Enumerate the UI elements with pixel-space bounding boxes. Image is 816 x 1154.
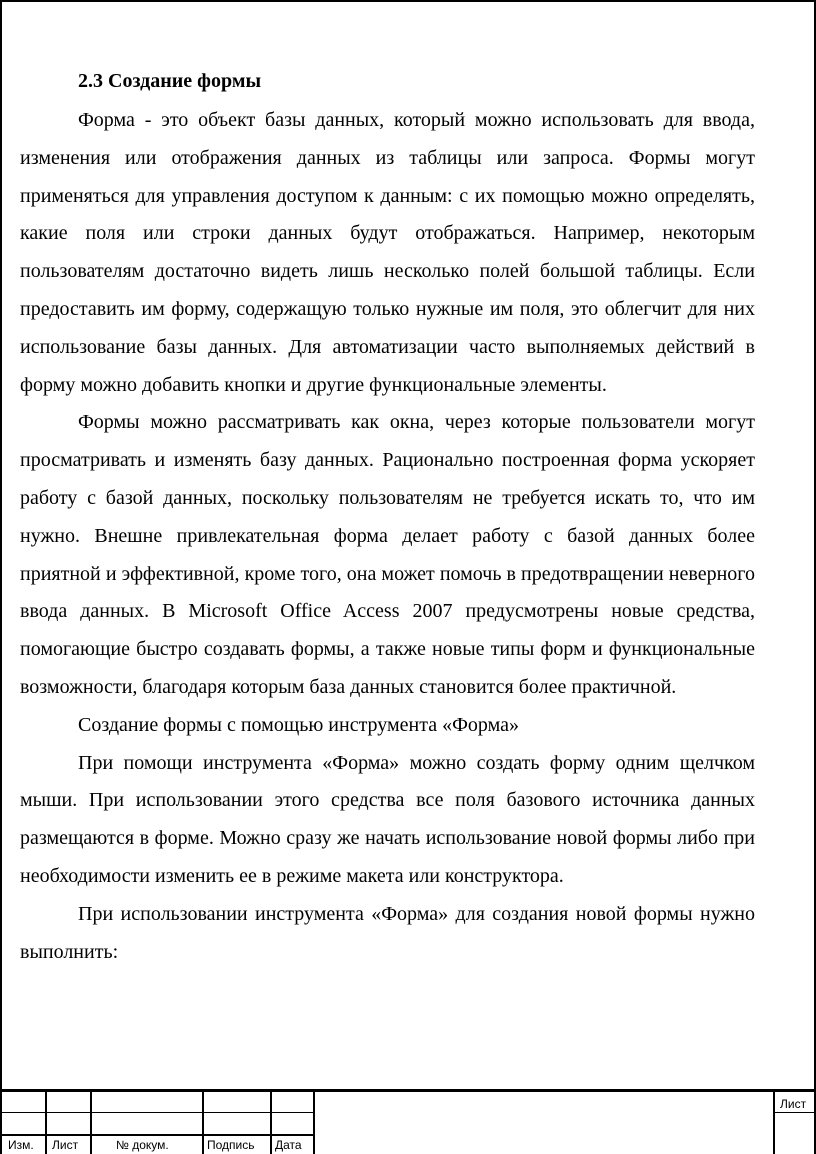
document-body (20, 62, 755, 971)
paragraph-4: При помощи инструмента «Форма» можно создать форму одним щелчком мыши. При использовании этого средства все поля базового источника данных размещаются в форме. Можно сразу же начать использование новой формы либо при необходимости изменить ее в режиме макета или конструктора. (20, 751, 755, 887)
stamp-row-line (2, 1134, 313, 1136)
stamp-divider (270, 1092, 272, 1154)
stamp-label-date: Дата (275, 1138, 302, 1152)
stamp-label-list: Лист (52, 1138, 79, 1152)
stamp-divider (45, 1092, 47, 1154)
stamp-divider (313, 1092, 315, 1154)
paragraph-3: Создание формы с помощью инструмента «Форма» (78, 713, 520, 736)
section-heading: 2.3 Создание формы (78, 70, 262, 92)
title-block (0, 1089, 816, 1154)
stamp-divider (773, 1092, 775, 1154)
stamp-row-line (2, 1112, 313, 1113)
paragraph-2: Формы можно рассматривать как окна, через которые пользователи могут просматривать и изменять базу данных. Рационально построенная форма ускоряет работу с базой данных, поскольку пользователям не требуется искать то, что им нужно. Внешне привлекательная форма делает работу с базой данных более приятной и эффективной, кроме того, она может помочь в предотвращении неверного ввода данных. В Microsoft Office Access 2007 предусмотрены новые средства, помогающие быстро создавать формы, а также новые типы форм и функциональные возможности, благодаря которым база данных становится более практичной. (20, 411, 755, 698)
stamp-divider (90, 1092, 92, 1154)
stamp-label-izm: Изм. (8, 1138, 34, 1152)
stamp-label-sign: Подпись (207, 1138, 255, 1152)
paragraph-5: При использовании инструмента «Форма» для создания новой формы нужно выполнить: (20, 902, 755, 963)
stamp-label-doc: № докум. (116, 1138, 169, 1152)
stamp-sheet-label: Лист (780, 1097, 807, 1111)
paragraph-1: Форма - это объект базы данных, который можно использовать для ввода, изменения или отображения данных из таблицы или запроса. Формы могут применяться для управления доступом к данным: с их помощью можно определять, какие поля или строки данных будут отображаться. Например, некоторым пользователям достаточно видеть лишь несколько полей большой таблицы. Если предоставить им форму, содержащую только нужные им поля, это облегчит для них использование базы данных. Для автоматизации часто выполняемых действий в форму можно добавить кнопки и другие функциональные элементы. (20, 109, 755, 396)
stamp-divider (202, 1092, 204, 1154)
stamp-row-line (773, 1112, 816, 1113)
